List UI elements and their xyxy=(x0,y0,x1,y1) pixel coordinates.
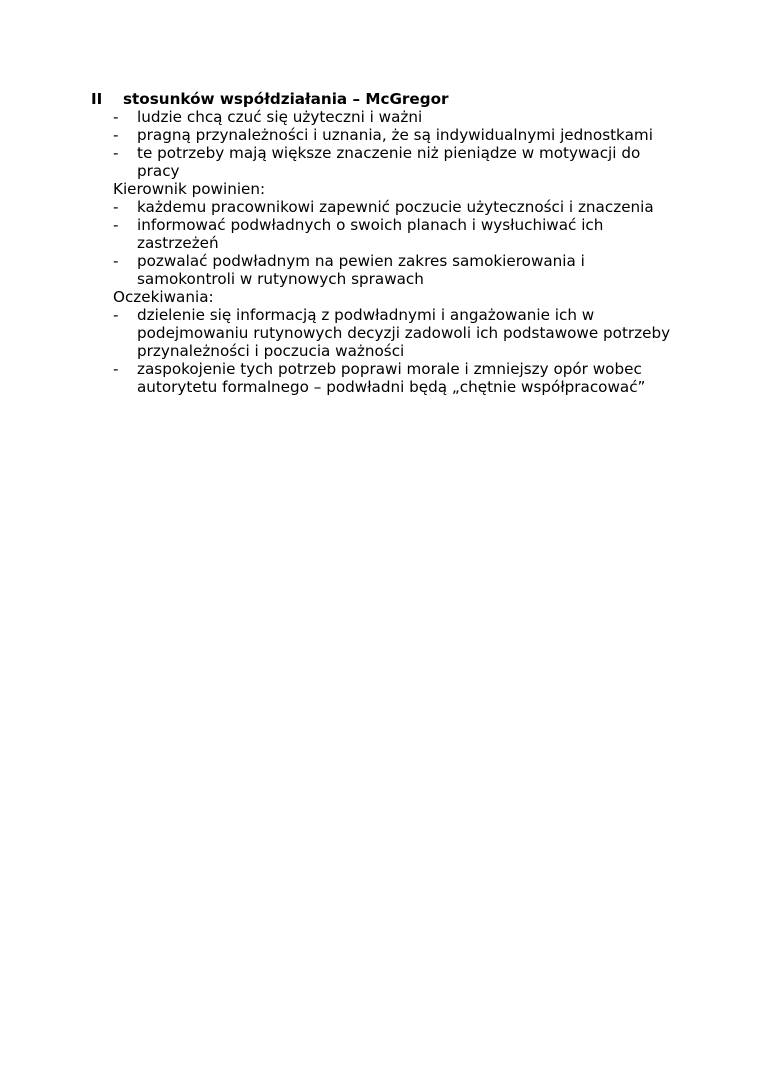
section-heading xyxy=(91,90,711,108)
list-item-text: pozwalać podwładnym na pewien zakres samokierowania i samokontroli w rutynowych sprawach xyxy=(137,252,585,288)
list-item xyxy=(91,144,711,180)
heading-title: stosunków współdziałania – McGregor xyxy=(123,90,449,108)
list-item xyxy=(91,306,711,360)
list-item-text: zaspokojenie tych potrzeb poprawi morale i zmniejszy opór wobec autorytetu formalnego – podwładni będą „chętnie współpracować” xyxy=(137,360,646,396)
list-item-text: dzielenie się informacją z podwładnymi i angażowanie ich w podejmowaniu rutynowych decyzji zadowoli ich podstawowe potrzeby przynależności i poczucia ważności xyxy=(137,306,671,360)
list-item-text: pragną przynależności i uznania, że są indywidualnymi jednostkami xyxy=(137,126,653,144)
expectations-label: Oczekiwania: xyxy=(113,288,214,306)
manager-label: Kierownik powinien: xyxy=(113,180,266,198)
dash-marker: - xyxy=(113,198,119,216)
intro-list xyxy=(91,108,711,180)
list-item xyxy=(91,198,711,216)
list-item-text: te potrzeby mają większe znaczenie niż pieniądze w motywacji do pracy xyxy=(137,144,641,180)
manager-list xyxy=(91,198,711,288)
list-item-text: ludzie chcą czuć się użyteczni i ważni xyxy=(137,108,423,126)
dash-marker: - xyxy=(113,144,119,162)
list-item xyxy=(91,108,711,126)
list-item-text: każdemu pracownikowi zapewnić poczucie użyteczności i znaczenia xyxy=(137,198,654,216)
expectations-list xyxy=(91,306,711,396)
dash-marker: - xyxy=(113,252,119,270)
list-item-text: informować podwładnych o swoich planach i wysłuchiwać ich zastrzeżeń xyxy=(137,216,604,252)
list-item xyxy=(91,360,711,396)
list-item xyxy=(91,252,711,288)
list-item xyxy=(91,216,711,252)
document-body xyxy=(91,90,711,396)
dash-marker: - xyxy=(113,216,119,234)
dash-marker: - xyxy=(113,306,119,324)
dash-marker: - xyxy=(113,126,119,144)
dash-marker: - xyxy=(113,108,119,126)
dash-marker: - xyxy=(113,360,119,378)
heading-number: II xyxy=(91,90,103,108)
list-item xyxy=(91,126,711,144)
